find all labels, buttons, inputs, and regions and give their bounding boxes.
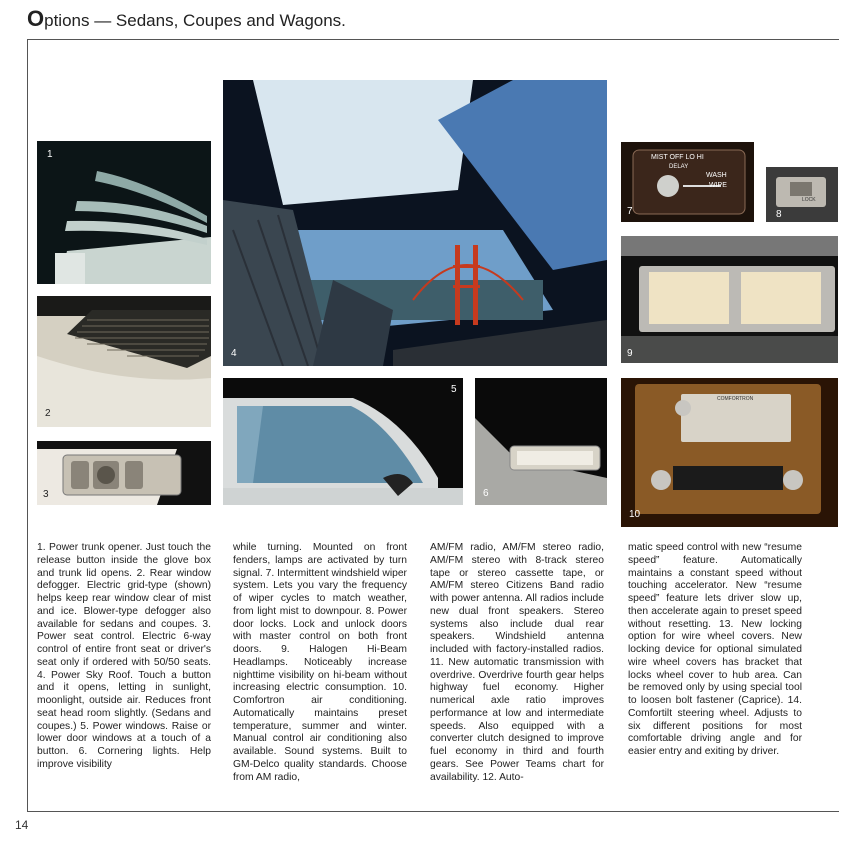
title-initial: O [27,6,45,31]
window-illustration [223,378,463,505]
page-title [27,6,346,32]
photo-number-10: 10 [629,509,641,520]
title-rest: ptions — Sedans, Coupes and Wagons. [44,11,346,30]
photo-power-windows [223,378,463,505]
photo-number-3: 3 [43,489,49,500]
photo-comfortron [621,378,838,527]
photo-halogen-headlamps [621,236,838,363]
photo-number-4: 4 [231,348,237,359]
text-column-1: 1. Power trunk opener. Just touch the release button inside the glove box and trunk lid opens. 2. Rear window defogger. Electric grid-type (shown) helps keep rear window clear of mist and ice. Blower-type defogger also available for sedans and coupes. 3. Power seat control. Electric 6-way control of entire front seat or driver's seat only if ordered with 50/50 seats. 4. Power Sky Roof. Touch a button and it opens, letting in sunlight, moonlight, outside air. Reduces front seat head room slightly. (Sedans and coupes.) 5. Power windows. Raise or lower door windows at a touch of a button. 6. Cornering lights. Help improve visibility [37,542,211,770]
photo-seat-control [37,441,211,505]
defogger-illustration [37,296,211,427]
photo-number-6: 6 [483,488,489,499]
photo-door-locks [766,167,838,222]
photo-number-9: 9 [627,348,633,359]
photo-cornering-lights [475,378,607,505]
photo-number-1: 1 [47,149,53,160]
text-column-3: AM/FM radio, AM/FM stereo radio, AM/FM stereo with 8-track stereo tape or stereo cassette tape, or AM/FM stereo Citizens Band radio with power antenna. All radios include new dual front speakers. Stereo systems also include dual rear speakers. Windshield antenna included with factory-installed radios. 11. New automatic transmission with overdrive. Overdrive fourth gear helps highway fuel economy. Higher numerical axle ratio improves performance at low and intermediate speeds. Also equipped with a converter clutch designed to improve fuel economy in third and fourth gears. See Power Teams chart for availability. 12. Auto- [430,542,604,783]
sky-roof-interior-illustration [223,80,607,366]
photo-wiper-switch [621,142,754,222]
seat-switch-illustration [37,441,211,505]
photo-number-7: 7 [627,206,633,217]
photo-text-delay: DELAY [669,164,689,170]
photo-text-wash: WASH [706,172,727,179]
text-column-2: while turning. Mounted on front fenders, lamps are activated by turn signal. 7. Intermittent windshield wiper system. Lets you vary the frequency of wiper cycles to match weather, from light mist to downpour. 8. Power door locks. Lock and unlock doors with master control on both front doors. 9. Halogen Hi-Beam Headlamps. Noticeably increase nighttime visibility on hi-beam without increasing electric consumption. 10. Comfortron air conditioning. Automatically maintains preset temperature, summer and winter. Manual control air conditioning also available. Sound systems. Built to GM-Delco quality standards. Choose from AM radio, [233,542,407,783]
photo-text-lock: LOCK [802,197,816,203]
page-number: 14 [15,818,29,832]
text-column-4: matic speed control with new “resume speed” feature. Automatically maintains a constant speed without touching accelerator. New “resume speed” feature lets driver slow up, then accelerate again to preset speed without resetting. 13. New locking option for wire wheel covers. New locking device for optional simulated wire wheel covers has bracket that locks wheel cover to hub area. Can be removed only by using special tool to loosen bolt fastener (Caprice). 14. Comfortilt steering wheel. Adjusts to six different positions for most comfortable driving angle and for easier entry and exiting by driver. [628,542,802,757]
photo-number-2: 2 [45,408,51,419]
headlamp-illustration [621,236,838,363]
cornering-light-illustration [475,378,607,505]
photo-number-5: 5 [451,384,457,395]
photo-trunk-opener [37,141,211,284]
photo-text-radio: COMFORTRON [717,396,754,402]
photo-rear-defogger [37,296,211,427]
photo-number-8: 8 [776,209,782,220]
photo-text-wipe: WIPE [709,182,727,189]
trunk-lid-illustration [37,141,211,284]
photo-text-switch: MIST OFF LO HI [651,154,704,161]
photo-sky-roof [223,80,607,366]
